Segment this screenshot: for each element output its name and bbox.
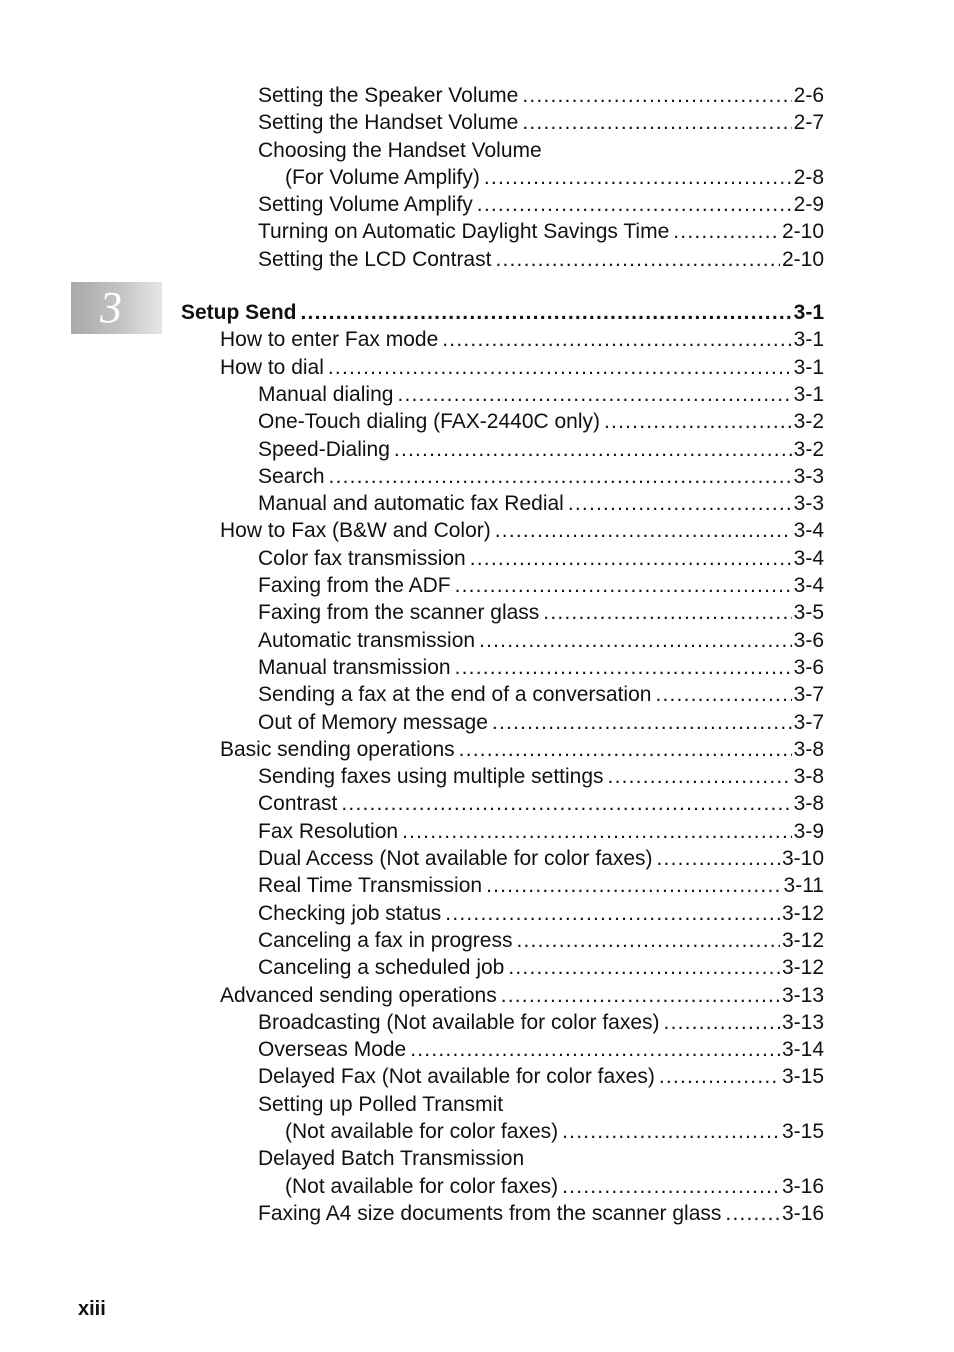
toc-entry-page: 3-2	[793, 437, 824, 461]
toc-dot-leader	[664, 1009, 780, 1036]
toc-entry-page: 3-6	[793, 655, 824, 679]
toc-entry-page: 3-11	[783, 874, 824, 898]
toc-entry-page: 3-14	[781, 1038, 824, 1062]
toc-entry-page: 3-3	[793, 464, 824, 488]
toc-entry-page: 3-2	[793, 410, 824, 434]
toc-entry[interactable]	[220, 736, 824, 763]
toc-entry-title: Delayed Fax (Not available for color faxes)	[258, 1065, 655, 1089]
toc-entry-page: 3-1	[793, 328, 824, 352]
toc-entry-title: Search	[258, 464, 325, 488]
toc-dot-leader	[410, 1036, 780, 1063]
toc-entry-page: 3-4	[793, 574, 824, 598]
toc-entry-title: Speed-Dialing	[258, 437, 390, 461]
toc-entry-title: One-Touch dialing (FAX-2440C only)	[258, 410, 601, 434]
toc-entry-title: Setting the Speaker Volume	[258, 84, 519, 107]
toc-entry[interactable]	[220, 982, 824, 1009]
toc-entry-title: How to Fax (B&W and Color)	[220, 519, 491, 543]
toc-entry-page: 2-9	[793, 193, 824, 217]
toc-entry[interactable]	[258, 191, 824, 218]
toc-dot-leader	[673, 218, 780, 245]
toc-entry-page: 3-12	[781, 956, 824, 980]
toc-entry-page: 3-1	[793, 382, 824, 406]
toc-entry[interactable]	[258, 1063, 824, 1090]
toc-entry[interactable]	[258, 845, 824, 872]
toc-entry-page: 3-16	[781, 1201, 824, 1225]
toc-entry-page: 3-7	[793, 710, 824, 734]
toc-entry-title: Setting the LCD Contrast	[258, 247, 492, 271]
toc-entry-title: Basic sending operations	[220, 737, 455, 761]
toc-entry-title: Manual and automatic fax Redial	[258, 492, 564, 516]
toc-entry[interactable]	[258, 900, 824, 927]
toc-entry[interactable]	[258, 436, 824, 463]
toc-entry[interactable]	[285, 164, 824, 191]
toc-entry-page: 2-10	[781, 247, 824, 271]
toc-entry-page: 2-6	[793, 84, 824, 107]
toc-entry-title: (For Volume Amplify)	[285, 165, 480, 189]
toc-entry[interactable]	[258, 654, 824, 681]
toc-dot-leader	[495, 246, 780, 273]
toc-entry-page: 3-13	[781, 1010, 824, 1034]
toc-entry-title: Manual transmission	[258, 655, 451, 679]
toc-entry[interactable]	[258, 1091, 824, 1118]
toc-entry-page: 3-5	[793, 601, 824, 625]
toc-entry[interactable]	[258, 763, 824, 790]
toc-entry-title: Out of Memory message	[258, 710, 488, 734]
toc-entry-title: Setup Send	[181, 301, 297, 325]
toc-entry-title: Color fax transmission	[258, 546, 466, 570]
toc-entry-page: 3-3	[793, 492, 824, 516]
toc-dot-leader	[486, 872, 781, 899]
page-number: xiii	[78, 1298, 106, 1320]
toc-entry-page: 3-12	[781, 901, 824, 925]
toc-entry-title: Setting the Handset Volume	[258, 111, 519, 135]
toc-entry-title: Canceling a fax in progress	[258, 928, 513, 952]
toc-entry[interactable]	[258, 246, 824, 273]
toc-dot-leader	[608, 763, 792, 790]
toc-dot-leader	[301, 299, 792, 326]
toc-entry-title: How to enter Fax mode	[220, 328, 439, 352]
toc-entry[interactable]	[258, 709, 824, 736]
toc-dot-leader	[562, 1118, 780, 1145]
toc-entry[interactable]	[258, 681, 824, 708]
toc-entry[interactable]	[258, 572, 824, 599]
toc-dot-leader	[516, 927, 779, 954]
toc-dot-leader	[492, 709, 792, 736]
toc-dot-leader	[659, 1063, 780, 1090]
toc-dot-leader	[477, 191, 792, 218]
toc-entry[interactable]	[258, 109, 824, 136]
toc-entry-page: 2-8	[793, 165, 824, 189]
toc-entry-page: 3-6	[793, 628, 824, 652]
toc-entry[interactable]	[258, 490, 824, 517]
toc-dot-leader	[455, 572, 792, 599]
toc-entry-title: Checking job status	[258, 901, 442, 925]
toc-entry-title: How to dial	[220, 355, 324, 379]
toc-entry[interactable]	[258, 627, 824, 654]
toc-entry-page: 3-13	[781, 983, 824, 1007]
toc-entry-page: 3-15	[781, 1065, 824, 1089]
toc-dot-leader	[562, 1173, 780, 1200]
toc-entry-title: Faxing from the scanner glass	[258, 601, 540, 625]
toc-dot-leader	[445, 900, 780, 927]
toc-entry-page: 3-4	[793, 519, 824, 543]
toc-entry-page: 2-10	[781, 220, 824, 244]
toc-entry[interactable]	[258, 218, 824, 245]
toc-entry[interactable]	[220, 517, 824, 544]
toc-entry-title: (Not available for color faxes)	[285, 1174, 559, 1198]
toc-entry-title: Faxing A4 size documents from the scanner glass	[258, 1201, 722, 1225]
toc-entry-title: Fax Resolution	[258, 819, 399, 843]
toc-entry[interactable]	[258, 872, 824, 899]
toc-entry-title: Sending a fax at the end of a conversation	[258, 683, 652, 707]
toc-entry-title: Broadcasting (Not available for color faxes)	[258, 1010, 660, 1034]
toc-entry-title: Setting Volume Amplify	[258, 193, 473, 217]
toc-entry-page: 3-12	[781, 928, 824, 952]
toc-dot-leader	[604, 408, 792, 435]
toc-chapter-entry[interactable]	[181, 299, 824, 326]
toc-entry-page: 3-8	[793, 737, 824, 761]
table-of-contents	[0, 82, 954, 1227]
toc-entry-title: Choosing the Handset Volume	[258, 138, 542, 162]
toc-dot-leader	[522, 109, 791, 136]
toc-entry[interactable]	[258, 1145, 824, 1172]
toc-entry-page: 2-7	[793, 111, 824, 135]
toc-entry-page: 3-4	[793, 546, 824, 570]
toc-entry[interactable]	[258, 463, 824, 490]
toc-dot-leader	[508, 954, 780, 981]
toc-entry-title: Sending faxes using multiple settings	[258, 765, 604, 789]
toc-dot-leader	[455, 654, 792, 681]
toc-entry[interactable]	[258, 790, 824, 817]
toc-entry-page: 3-15	[781, 1119, 824, 1143]
toc-entry-title: Automatic transmission	[258, 628, 476, 652]
toc-dot-leader	[522, 82, 791, 109]
toc-entry-title: Contrast	[258, 792, 338, 816]
toc-entry-title: Advanced sending operations	[220, 983, 497, 1007]
toc-entry[interactable]	[258, 381, 824, 408]
toc-entry-page: 3-8	[793, 765, 824, 789]
toc-dot-leader	[725, 1200, 780, 1227]
toc-entry[interactable]	[258, 1036, 824, 1063]
toc-entry-title: Dual Access (Not available for color faxes)	[258, 847, 653, 871]
toc-entry-title: Setting up Polled Transmit	[258, 1092, 504, 1116]
toc-entry[interactable]	[285, 1173, 824, 1200]
toc-entry-title: Faxing from the ADF	[258, 574, 451, 598]
toc-dot-leader	[470, 545, 792, 572]
toc-entry[interactable]	[258, 1200, 824, 1227]
toc-entry-page: 3-16	[781, 1174, 824, 1198]
toc-entry-page: 3-8	[793, 792, 824, 816]
toc-dot-leader	[484, 164, 792, 191]
toc-dot-leader	[543, 599, 791, 626]
toc-entry-title: (Not available for color faxes)	[285, 1119, 559, 1143]
toc-entry-title: Turning on Automatic Daylight Savings Time	[258, 220, 670, 244]
toc-dot-leader	[394, 436, 792, 463]
toc-entry[interactable]	[258, 408, 824, 435]
toc-entry-page: 3-1	[793, 301, 824, 325]
toc-entry-page: 3-1	[793, 355, 824, 379]
toc-entry-title: Delayed Batch Transmission	[258, 1147, 525, 1171]
toc-dot-leader	[479, 627, 792, 654]
chapter-tab-number: 3	[100, 283, 122, 332]
toc-entry[interactable]	[258, 545, 824, 572]
toc-dot-leader	[459, 736, 792, 763]
toc-entry-title: Overseas Mode	[258, 1038, 407, 1062]
toc-entry[interactable]	[258, 927, 824, 954]
toc-entry[interactable]	[258, 82, 824, 109]
toc-dot-leader	[341, 790, 791, 817]
toc-entry-title: Canceling a scheduled job	[258, 956, 505, 980]
toc-entry-title: Real Time Transmission	[258, 874, 483, 898]
toc-dot-leader	[495, 517, 792, 544]
toc-dot-leader	[655, 681, 791, 708]
toc-entry[interactable]	[285, 1118, 824, 1145]
toc-entry-page: 3-9	[793, 819, 824, 843]
toc-dot-leader	[568, 490, 792, 517]
toc-entry[interactable]	[258, 599, 824, 626]
toc-entry[interactable]	[258, 818, 824, 845]
toc-entry-title: Manual dialing	[258, 382, 394, 406]
toc-entry[interactable]	[258, 954, 824, 981]
toc-dot-leader	[328, 354, 792, 381]
toc-dot-leader	[442, 326, 791, 353]
toc-dot-leader	[329, 463, 792, 490]
toc-entry-page: 3-10	[781, 847, 824, 871]
toc-entry-page: 3-7	[793, 683, 824, 707]
toc-dot-leader	[657, 845, 780, 872]
toc-entry[interactable]	[220, 354, 824, 381]
toc-dot-leader	[501, 982, 780, 1009]
toc-dot-leader	[402, 818, 792, 845]
toc-entry[interactable]	[258, 1009, 824, 1036]
toc-dot-leader	[397, 381, 791, 408]
toc-entry[interactable]	[258, 137, 824, 164]
toc-entry[interactable]	[220, 326, 824, 353]
